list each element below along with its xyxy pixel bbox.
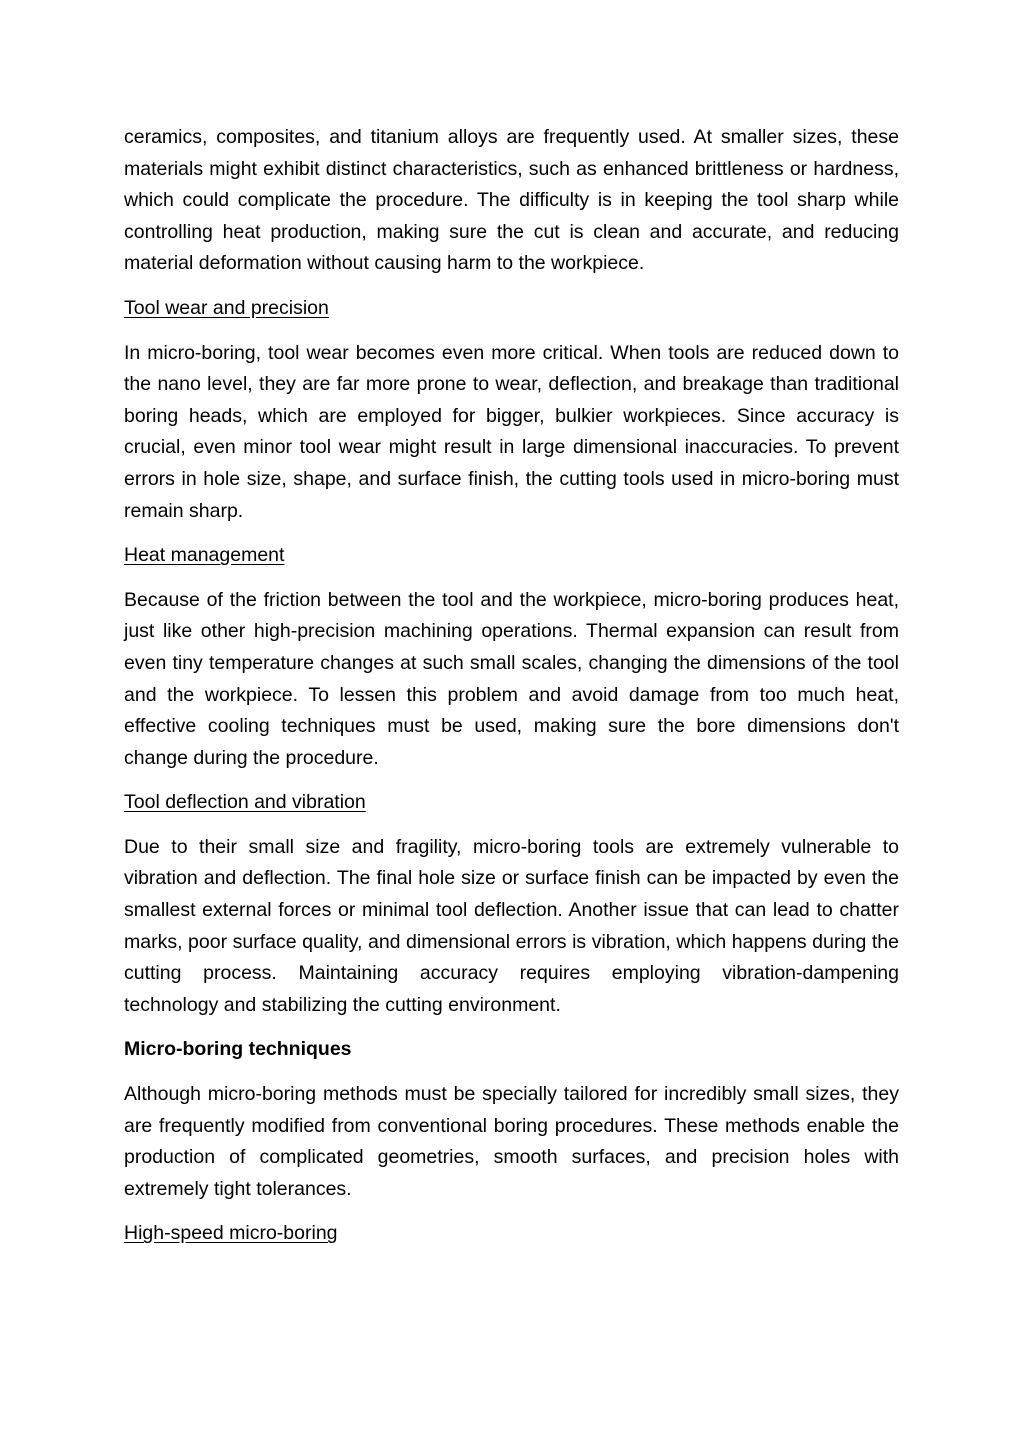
heading-micro-boring-techniques: Micro-boring techniques xyxy=(124,1038,352,1061)
paragraph-tool-wear: In micro-boring, tool wear becomes even more critical. When tools are reduced down to the nano level, they are far more prone to wear, deflection, and breakage than traditional boring heads, which are employed for bigger, bulkier workpieces. Since accuracy is crucial, even minor tool wear might result in large dimensional inaccuracies. To prevent errors in hole size, shape, and surface finish, the cutting tools used in micro-boring must remain sharp. xyxy=(124,341,899,522)
paragraph-materials: ceramics, composites, and titanium alloys are frequently used. At smaller sizes, these materials might exhibit distinct characteristics, such as enhanced brittleness or hardness, which could complicate the procedure. The difficulty is in keeping the tool sharp while controlling heat production, making sure the cut is clean and accurate, and reducing material deformation without causing harm to the workpiece. xyxy=(124,126,899,275)
paragraph-tool-deflection: Due to their small size and fragility, micro-boring tools are extremely vulnerable to vibration and deflection. The final hole size or surface finish can be impacted by even the smallest external forces or minimal tool deflection. Another issue that can lead to chatter marks, poor surface quality, and dimensional errors is vibration, which happens during the cutting process. Maintaining accuracy requires employing vibration-dampening technology and stabilizing the cutting environment. xyxy=(124,835,899,1016)
document-page xyxy=(124,122,899,1263)
subheading-heat-management: Heat management xyxy=(124,544,285,567)
subheading-tool-deflection: Tool deflection and vibration xyxy=(124,791,366,814)
paragraph-heat-management: Because of the friction between the tool and the workpiece, micro-boring produces heat, just like other high-precision machining operations. Thermal expansion can result from even tiny temperature changes at such small scales, changing the dimensions of the tool and the workpiece. To lessen this problem and avoid damage from too much heat, effective cooling techniques must be used, making sure the bore dimensions don't change during the procedure. xyxy=(124,588,899,769)
subheading-high-speed-micro-boring: High-speed micro-boring xyxy=(124,1222,338,1245)
paragraph-micro-boring-techniques: Although micro-boring methods must be specially tailored for incredibly small sizes, they are frequently modified from conventional boring procedures. These methods enable the production of complicated geometries, smooth surfaces, and precision holes with extremely tight tolerances. xyxy=(124,1083,899,1200)
subheading-tool-wear: Tool wear and precision xyxy=(124,296,329,319)
